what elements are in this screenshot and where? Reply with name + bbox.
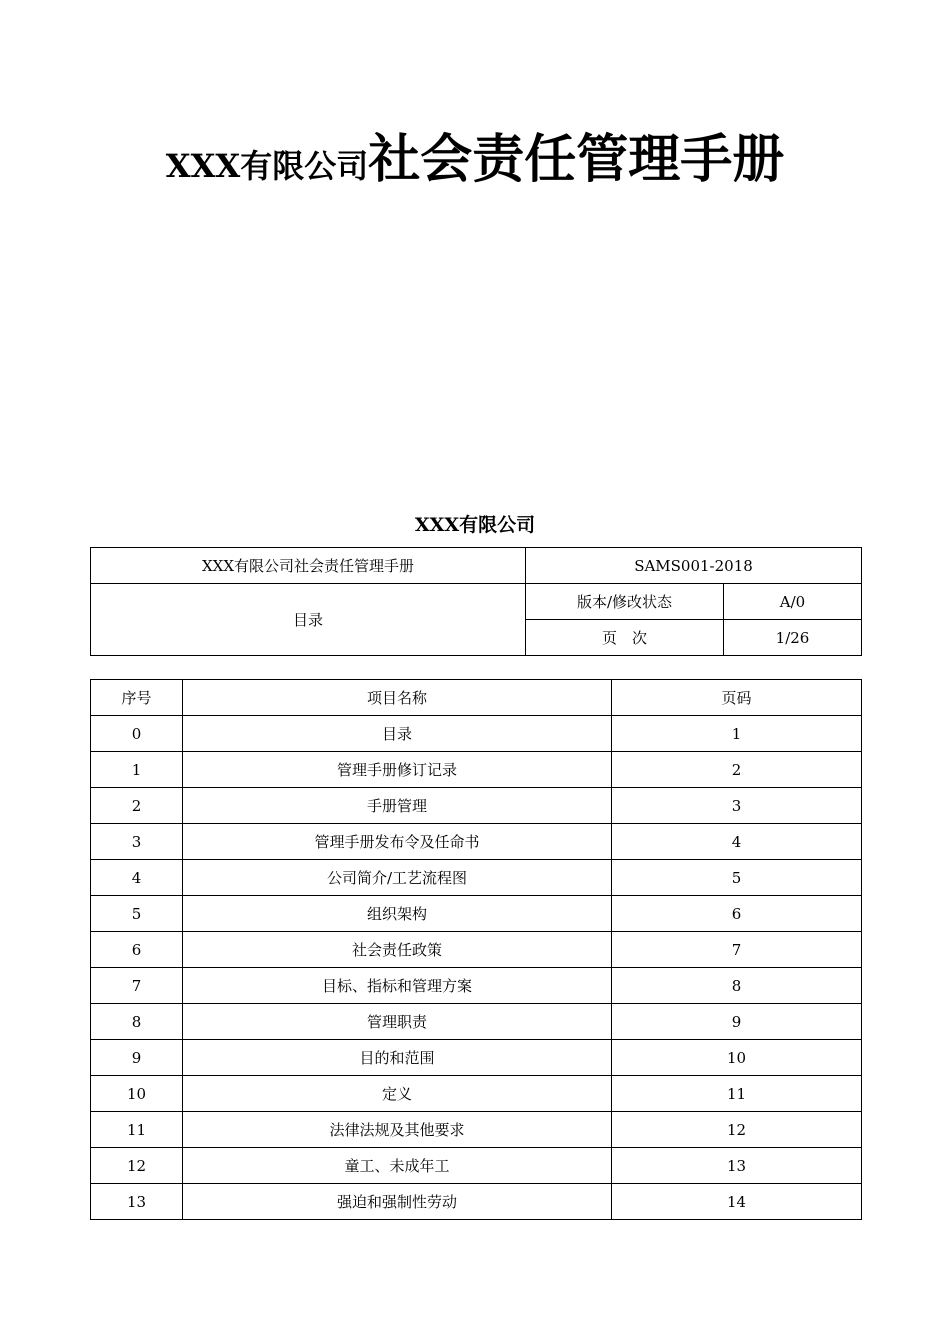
toc-row [91, 1112, 862, 1148]
page-label-cell: 页 次 [526, 620, 724, 656]
toc-row-page: 6 [612, 896, 862, 932]
toc-row-title: 法律法规及其他要求 [183, 1112, 612, 1148]
toc-row-number: 1 [91, 752, 183, 788]
toc-row-page: 14 [612, 1184, 862, 1220]
toc-header-number: 序号 [91, 680, 183, 716]
toc-row [91, 1076, 862, 1112]
toc-row-page: 9 [612, 1004, 862, 1040]
toc-row [91, 788, 862, 824]
toc-row-title: 组织架构 [183, 896, 612, 932]
toc-row [91, 716, 862, 752]
toc-row [91, 860, 862, 896]
toc-header-page: 页码 [612, 680, 862, 716]
toc-row [91, 932, 862, 968]
doc-code-cell: SAMS001-2018 [526, 548, 862, 584]
toc-row-page: 7 [612, 932, 862, 968]
toc-row-number: 8 [91, 1004, 183, 1040]
cover-title [0, 129, 950, 190]
toc-header-row [91, 680, 862, 716]
toc-row-number: 0 [91, 716, 183, 752]
section-cell: 目录 [91, 584, 526, 656]
toc-row [91, 752, 862, 788]
toc-row-title: 目标、指标和管理方案 [183, 968, 612, 1004]
toc-row-page: 12 [612, 1112, 862, 1148]
toc-row-title: 公司简介/工艺流程图 [183, 860, 612, 896]
toc-row-number: 3 [91, 824, 183, 860]
toc-row-title: 管理手册发布令及任命书 [183, 824, 612, 860]
toc-row-title: 强迫和强制性劳动 [183, 1184, 612, 1220]
toc-row-page: 13 [612, 1148, 862, 1184]
toc-row [91, 1040, 862, 1076]
toc-row-number: 6 [91, 932, 183, 968]
toc-row-title: 定义 [183, 1076, 612, 1112]
toc-row [91, 824, 862, 860]
toc-row-number: 4 [91, 860, 183, 896]
toc-row-title: 手册管理 [183, 788, 612, 824]
toc-row-number: 2 [91, 788, 183, 824]
toc-row-title: 管理职责 [183, 1004, 612, 1040]
toc-row [91, 1184, 862, 1220]
toc-row-number: 7 [91, 968, 183, 1004]
version-value-cell: A/0 [724, 584, 862, 620]
manual-name-cell: XXX有限公司社会责任管理手册 [91, 548, 526, 584]
toc-row-title: 社会责任政策 [183, 932, 612, 968]
toc-row [91, 1148, 862, 1184]
toc-row-number: 13 [91, 1184, 183, 1220]
toc-row-title: 童工、未成年工 [183, 1148, 612, 1184]
toc-row-page: 4 [612, 824, 862, 860]
toc-header-item: 项目名称 [183, 680, 612, 716]
toc-row-page: 3 [612, 788, 862, 824]
toc-row [91, 968, 862, 1004]
toc-row-title: 管理手册修订记录 [183, 752, 612, 788]
toc-row-page: 2 [612, 752, 862, 788]
toc-table [90, 679, 862, 1220]
toc-row-number: 12 [91, 1148, 183, 1184]
header-row-title [91, 548, 862, 584]
version-label-cell: 版本/修改状态 [526, 584, 724, 620]
page-value-cell: 1/26 [724, 620, 862, 656]
toc-row [91, 1004, 862, 1040]
toc-row-page: 8 [612, 968, 862, 1004]
cover-title-company: XXX有限公司 [165, 147, 369, 185]
document-header-table [90, 547, 862, 656]
toc-row-page: 5 [612, 860, 862, 896]
header-row-version [91, 584, 862, 620]
toc-row-number: 10 [91, 1076, 183, 1112]
toc-row-number: 11 [91, 1112, 183, 1148]
toc-row-number: 9 [91, 1040, 183, 1076]
toc-row-title: 目的和范围 [183, 1040, 612, 1076]
cover-title-main: 社会责任管理手册 [368, 129, 785, 190]
toc-row-title: 目录 [183, 716, 612, 752]
toc-row-number: 5 [91, 896, 183, 932]
company-heading: XXX有限公司 [414, 514, 536, 536]
toc-row-page: 11 [612, 1076, 862, 1112]
toc-row [91, 896, 862, 932]
toc-row-page: 10 [612, 1040, 862, 1076]
toc-row-page: 1 [612, 716, 862, 752]
